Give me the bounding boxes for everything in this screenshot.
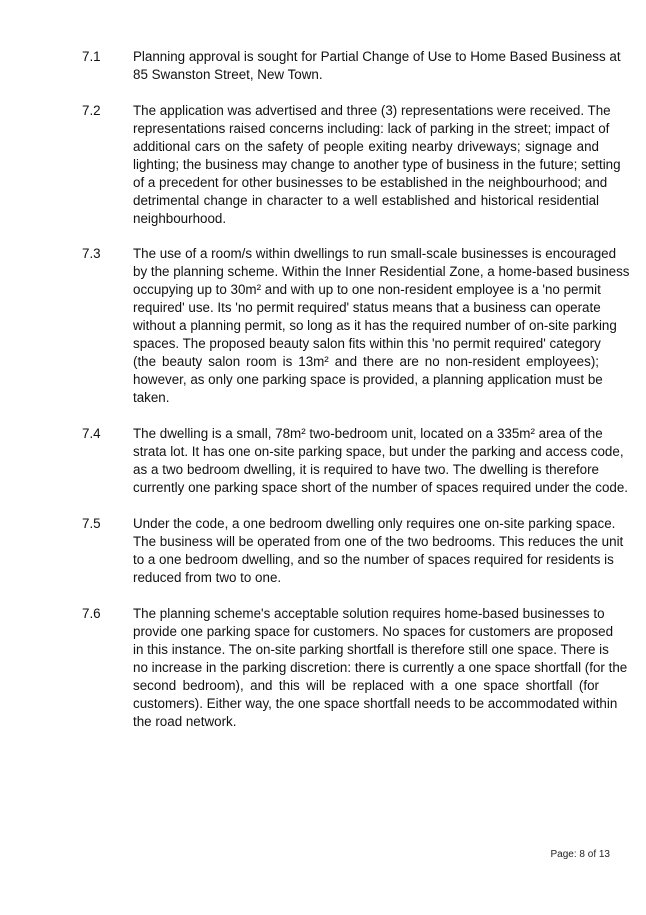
paragraph-line: the road network. [133,714,237,729]
paragraph-text [133,425,629,497]
paragraph-line: The use of a room/s within dwellings to run small-scale businesses is encouraged [133,246,617,261]
paragraph-line: however, as only one parking space is provided, a planning application must be [133,372,603,387]
paragraph-line: to a one bedroom dwelling, and so the number of spaces required for residents is [133,552,614,567]
paragraph-number: 7.5 [82,516,101,531]
paragraph-line: as a two bedroom dwelling, it is required to have two. The dwelling is therefore [133,462,599,477]
paragraph-line: additional cars on the safety of people exiting nearby driveways; signage and [133,139,599,154]
paragraph-text [133,245,630,407]
paragraph-line: of a precedent for other businesses to be established in the neighbourhood; and [133,175,608,190]
paragraph-line: Planning approval is sought for Partial Change of Use to Home Based Business at [133,49,621,64]
paragraph-line: in this instance. The on-site parking shortfall is therefore still one space. There is [133,642,609,657]
paragraph-number: 7.6 [82,606,101,621]
paragraph-line: currently one parking space short of the number of spaces required under the code. [133,480,629,495]
paragraph-line: (the beauty salon room is 13m² and there are no non-resident employees); [133,354,599,369]
paragraph-line: lighting; the business may change to another type of business in the future; setting [133,157,621,172]
paragraph-line: second bedroom), and this will be replaced with a one space shortfall (for [133,678,599,693]
paragraph-line: reduced from two to one. [133,570,282,585]
paragraph-line: strata lot. It has one on-site parking space, but under the parking and access code, [133,444,624,459]
paragraph-number: 7.4 [82,426,101,441]
paragraph-line: detrimental change in character to a well established and historical residential [133,193,599,208]
paragraph-number: 7.3 [82,246,101,261]
paragraph-line: The dwelling is a small, 78m² two-bedroom unit, located on a 335m² area of the [133,426,603,441]
page-number-footer: Page: 8 of 13 [550,849,610,860]
paragraph-line: The planning scheme's acceptable solution requires home-based businesses to [133,606,605,621]
paragraph-line: no increase in the parking discretion: there is currently a one space shortfall (for the [133,660,628,675]
paragraph-line: required' use. Its 'no permit required' status means that a business can operate [133,300,601,315]
paragraph-text [133,48,621,84]
paragraph-line: The application was advertised and three (3) representations were received. The [133,103,611,118]
paragraph-line: spaces. The proposed beauty salon fits within this 'no permit required' category [133,336,601,351]
paragraph-line: 85 Swanston Street, New Town. [133,67,323,82]
paragraph-text [133,605,628,731]
paragraph-line: neighbourhood. [133,211,227,226]
paragraph-text [133,515,624,587]
paragraph-number: 7.2 [82,103,101,118]
paragraph-number: 7.1 [82,49,101,64]
paragraph-line: provide one parking space for customers. No spaces for customers are proposed [133,624,614,639]
paragraph-line: representations raised concerns including: lack of parking in the street; impact of [133,121,610,136]
paragraph-line: The business will be operated from one of the two bedrooms. This reduces the unit [133,534,624,549]
paragraph-line: taken. [133,390,170,405]
paragraph-line: occupying up to 30m² and with up to one non-resident employee is a 'no permit [133,282,601,297]
paragraph-line: without a planning permit, so long as it has the required number of on-site parking [133,318,617,333]
paragraph-line: by the planning scheme. Within the Inner Residential Zone, a home-based business [133,264,630,279]
paragraph-line: customers). Either way, the one space shortfall needs to be accommodated within [133,696,618,711]
paragraph-text [133,102,621,228]
paragraph-line: Under the code, a one bedroom dwelling only requires one on-site parking space. [133,516,616,531]
